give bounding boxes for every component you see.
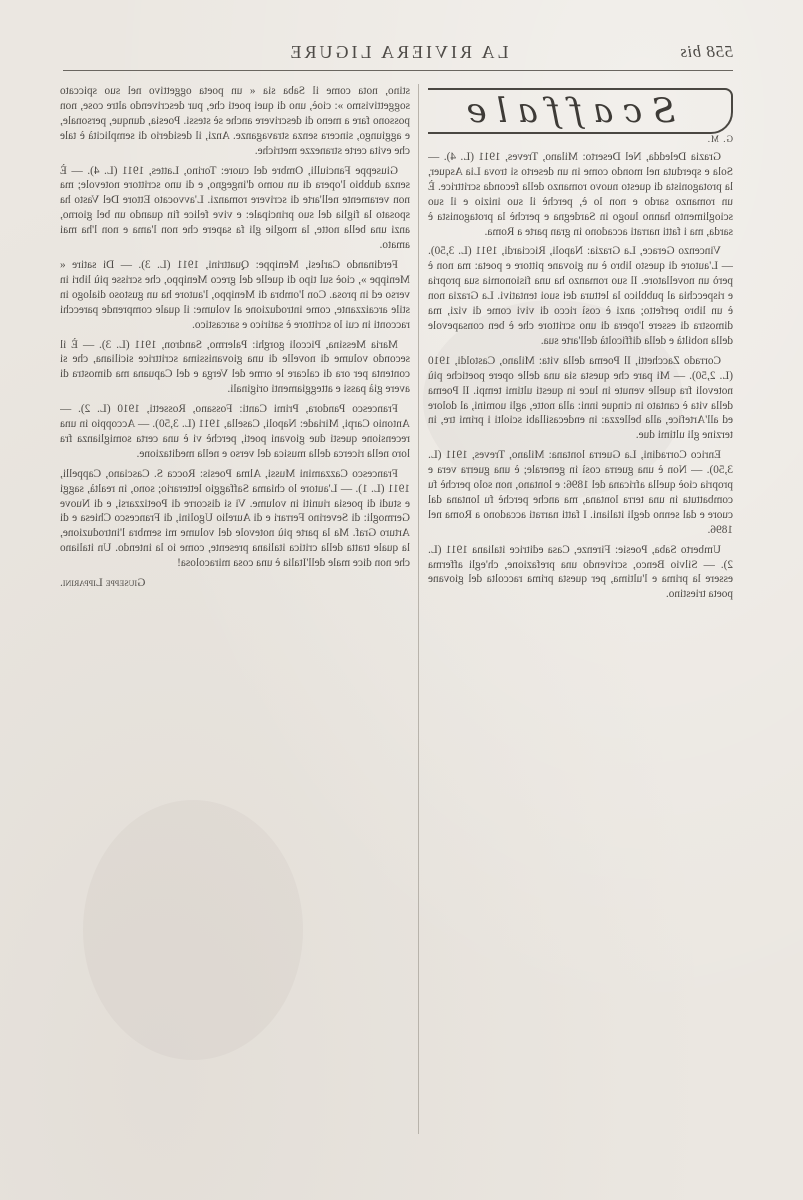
review-paragraph: Enrico Corradini, La Guerra lontana: Milano, Treves, 1911 (L. 3,50). — Non è una guerra così in generale; è una guerra vera e propria cioè quella africana del 1896: e lontano, non solo perchè fu combattuta in una terra lontana, ma anche perchè fu lontana dal cuore e dal senno degli italiani. I fatti narrati accadono a Roma nel 1896.: [428, 449, 733, 536]
section-heading: [428, 84, 733, 144]
review-paragraph: Giuseppe Fanciulli, Ombre del cuore: Torino, Lattes, 1911 (L. 4). — È senza dubbio l'opera di un uomo d'ingegno, e di uno scrittore notevole; ma non veramente nell'arte di scrivere romanzi. L'avvocato Ettore Del Vasto ha sposato la figlia del suo principale: e vive felice fin quando un bel giorno, anzi una bella notte, la moglie gli fa sapere che non l'ama e non l'ha mai amato.: [60, 164, 410, 252]
review-paragraph: Umberto Saba, Poesie: Firenze, Casa editrice italiana 1911 (L. 2). — Silvio Benco, scrivendo una prefazione, ch'egli afferma essere la prima e l'ultima, per questa prima raccolta del giovane poeta triestino.: [428, 543, 733, 601]
column-divider: [418, 84, 419, 1134]
review-paragraph: Francesco Pandora, Primi Canti: Fossano, Rossetti, 1910 (L. 2). — Antonio Carpi, Miriade: Napoli, Casella, 1911 (L. 3,50). — Accoppio in una recensione questi due giovani poeti, perchè vi è una certa somiglianza fra loro nella ricerca della musica del verso e nella meditazione.: [60, 403, 410, 460]
section-title-decorative: Scaffale: [428, 88, 733, 134]
journal-title: LA RIVIERA LIGURE: [287, 42, 509, 62]
review-paragraph: Ferdinando Carlesi, Menippe: Quattrini, 1911 (L. 3). — Di satire « Menippe », cioè sul tipo di quelle del greco Menippo, che scrisse più libri in verso ed in prosa. Con l'ombra di Menippo, l'autore ha un gustoso dialogo in stile arcaizzante, come introduzione al volume: il quale comprende parecchi racconti in cui lo scrittore è satirico e sarcastico.: [60, 258, 410, 331]
review-paragraph: Francesco Cazzamini Mussi, Alma Poesis: Rocca S. Casciano, Cappelli, 1911 (L. 1). — L'autore lo chiama Saffaggio letterario; sono, in realtà, saggi e studi di poesia riuniti in volume. Vi si discorre di Poetizzarsi, e di Nuove Germogli: di Severino Ferrari e di Aurelio Ugolini, di Francesco Chiesa e di Arturo Graf. Ma la parte più notevole del volume mi sembra l'introduzione, la quale tratta della critica italiana presente, come io la intendo. Un italiano che non dice male dell'Italia è una cosa miracolosa!: [60, 467, 410, 570]
review-paragraph: Vincenzo Gerace, La Grazia: Napoli, Ricciardi, 1911 (L. 3,50). — L'autore di questo libro è un giovane pittore e poeta: ma non è però un novellatore. Il suo romanzo ha una fisionomia sua propria e rispecchia al pubblico la lettura dei suoi tentativi. La Grazia non è un libro perfetto; anzi è così ricco di vivi come di vizi, ma dimostra di essere l'opera di uno scrittore che è ben consapevole della nobiltà e della difficoltà dell'arte sua.: [428, 245, 733, 347]
review-paragraph: Grazia Deledda, Nel Deserto: Milano, Treves, 1911 (L. 4). — Sola e sperduta nel mondo come in un deserto si trova Lia Asquer, la protagonista di questo nuovo romanzo della feconda scrittrice. È un romanzo sardo e non lo è, perchè il suo inizio e il suo scioglimento hanno luogo in Sardegna e perchè la protagonista è sarda, ma i fatti narrati accadono in gran parte a Roma.: [428, 151, 733, 238]
running-header: [63, 40, 733, 72]
review-paragraph: Maria Messina, Piccoli gorghi: Palermo, Sandron, 1911 (L. 3). — È il secondo volume di novelle di una giovanissima scrittrice siciliana, che si contenta per ora di calcare le orme del Verga e del Capuana ma dimostra di avere già passi e atteggiamenti originali.: [60, 338, 410, 396]
author-signature: Giuseppe Lipparini.: [60, 577, 146, 590]
left-column: [428, 84, 733, 1144]
page-number: 558 bis: [679, 42, 733, 61]
review-paragraph: Corrado Zacchetti, Il Poema della vita: Milano, Castoldi, 1910 (L. 2,50). — Mi pare che questa sia una delle opere poetiche più notevoli fra quelle venute in luce in questi ultimi tempi. Il Poema della vita è cantato in cinque inni: alla notte, agli uomini, al dolore ed all'Artefice, alla bellezza: in endecasillabi sciolti i primi tre, in terzine gli ultimi due.: [428, 354, 733, 442]
right-column: [60, 84, 410, 1144]
section-initials: G. M.: [706, 134, 733, 144]
review-paragraph: stino, nota come il Saba sia « un poeta oggettivo nel suo spiccato soggettivismo »: cioè, uno di quei poeti che, pur descrivendo altre cose, non possono fare a meno di descrivere anche sè stessi. Poesia, dunque, personale, e aggiungo, sincera senza stravaganze. Anzi, il desiderio di semplicità è tale che evita certe stranezze metriche.: [60, 85, 410, 157]
header-rule: [63, 70, 733, 71]
